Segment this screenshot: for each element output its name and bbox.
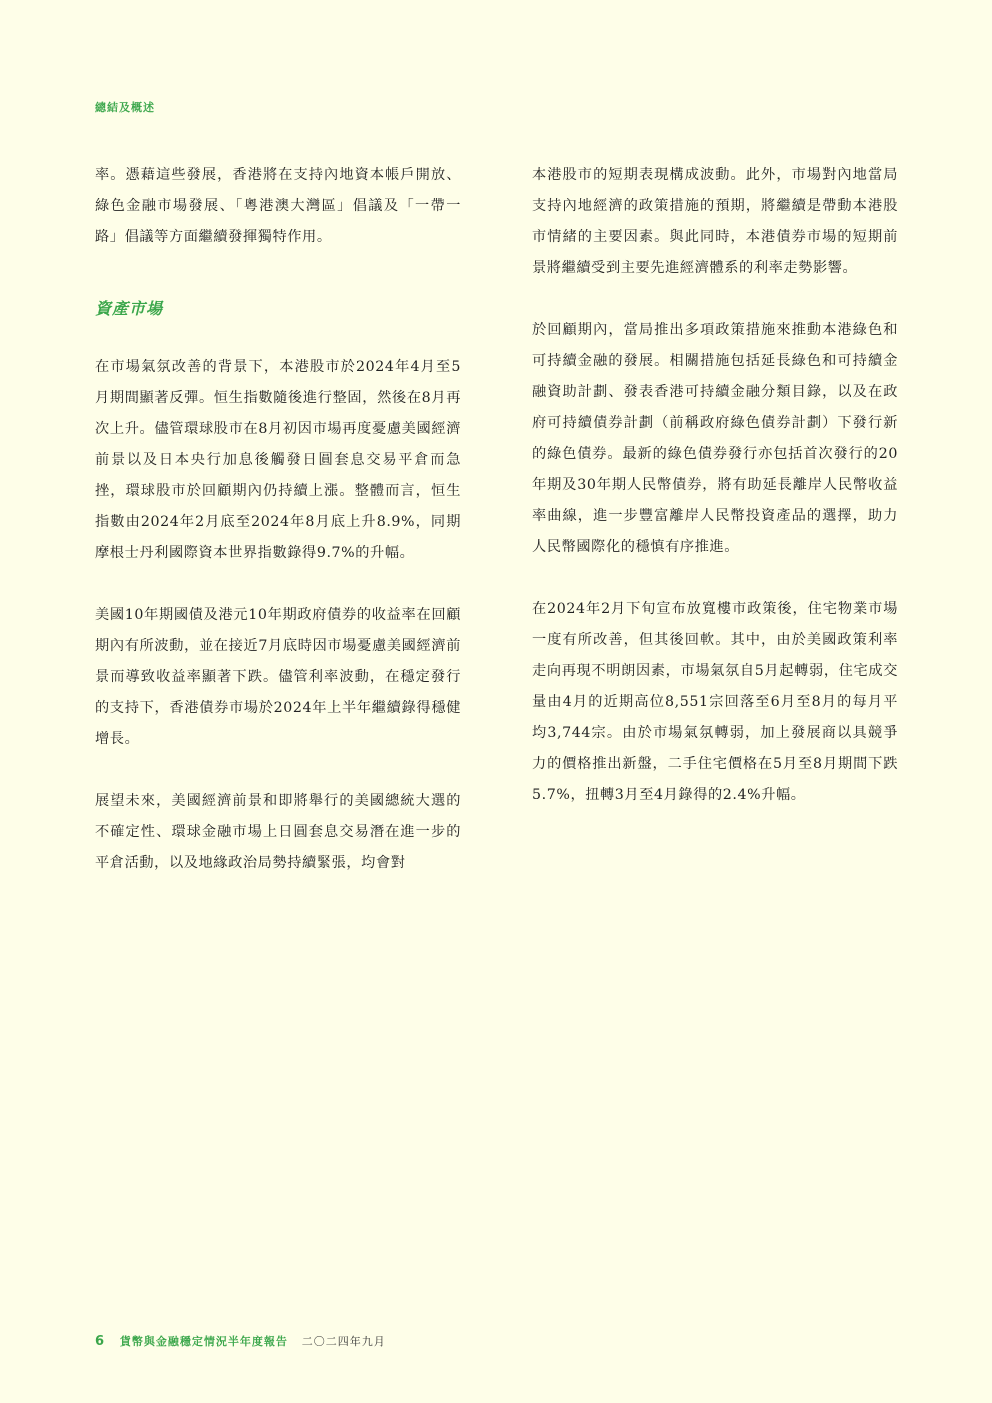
page-footer [95,1333,386,1349]
right-text-column [532,160,898,811]
intro-paragraph: 率。憑藉這些發展，香港將在支持內地資本帳戶開放、綠色金融市場發展、「粵港澳大灣區」倡議及「一帶一路」倡議等方面繼續發揮獨特作用。 [95,167,461,245]
paragraph-outlook: 展望未來，美國經濟前景和即將舉行的美國總統大選的不確定性、環球金融市場上日圓套息交易潛在進一步的平倉活動，以及地緣政治局勢持續緊張，均會對 [95,793,461,871]
paragraph-bond-yields: 美國10年期國債及港元10年期政府債券的收益率在回顧期內有所波動，並在接近7月底時因市場憂慮美國經濟前景而導致收益率顯著下跌。儘管利率波動，在穩定發行的支持下，香港債券市場於2024年上半年繼續錄得穩健增長。 [95,607,461,747]
section-heading-asset-markets: 資產市場 [95,299,164,318]
report-date: 二〇二四年九月 [301,1335,386,1348]
running-header-section-label: 總結及概述 [95,101,155,114]
page-number: 6 [95,1334,105,1349]
left-text-column [95,160,461,879]
paragraph-short-term-outlook: 本港股市的短期表現構成波動。此外，市場對內地當局支持內地經濟的政策措施的預期，將繼續是帶動本港股市情緒的主要因素。與此同時，本港債券市場的短期前景將繼續受到主要先進經濟體系的利率走勢影響。 [532,167,898,276]
paragraph-property-market: 在2024年2月下旬宣布放寬樓市政策後，住宅物業市場一度有所改善，但其後回軟。其中，由於美國政策利率走向再現不明朗因素，市場氣氛自5月起轉弱，住宅成交量由4月的近期高位8,551宗回落至6月至8月的每月平均3,744宗。由於市場氣氛轉弱，加上發展商以具競爭力的價格推出新盤，二手住宅價格在5月至8月期間下跌5.7%，扭轉3月至4月錄得的2.4%升幅。 [532,601,898,803]
paragraph-equity-market: 在市場氣氛改善的背景下，本港股市於2024年4月至5月期間顯著反彈。恒生指數隨後進行整固，然後在8月再次上升。儘管環球股市在8月初因市場再度憂慮美國經濟前景以及日本央行加息後觸發日圓套息交易平倉而急挫，環球股市於回顧期內仍持續上漲。整體而言，恒生指數由2024年2月底至2024年8月底上升8.9%，同期摩根士丹利國際資本世界指數錄得9.7%的升幅。 [95,359,461,561]
paragraph-green-finance: 於回顧期內，當局推出多項政策措施來推動本港綠色和可持續金融的發展。相關措施包括延長綠色和可持續金融資助計劃、發表香港可持續金融分類目錄，以及在政府可持續債券計劃（前稱政府綠色債券計劃）下發行新的綠色債券。最新的綠色債券發行亦包括首次發行的20年期及30年期人民幣債券，將有助延長離岸人民幣收益率曲線，進一步豐富離岸人民幣投資產品的選擇，助力人民幣國際化的穩慎有序推進。 [532,322,898,555]
report-title: 貨幣與金融穩定情況半年度報告 [119,1335,288,1348]
